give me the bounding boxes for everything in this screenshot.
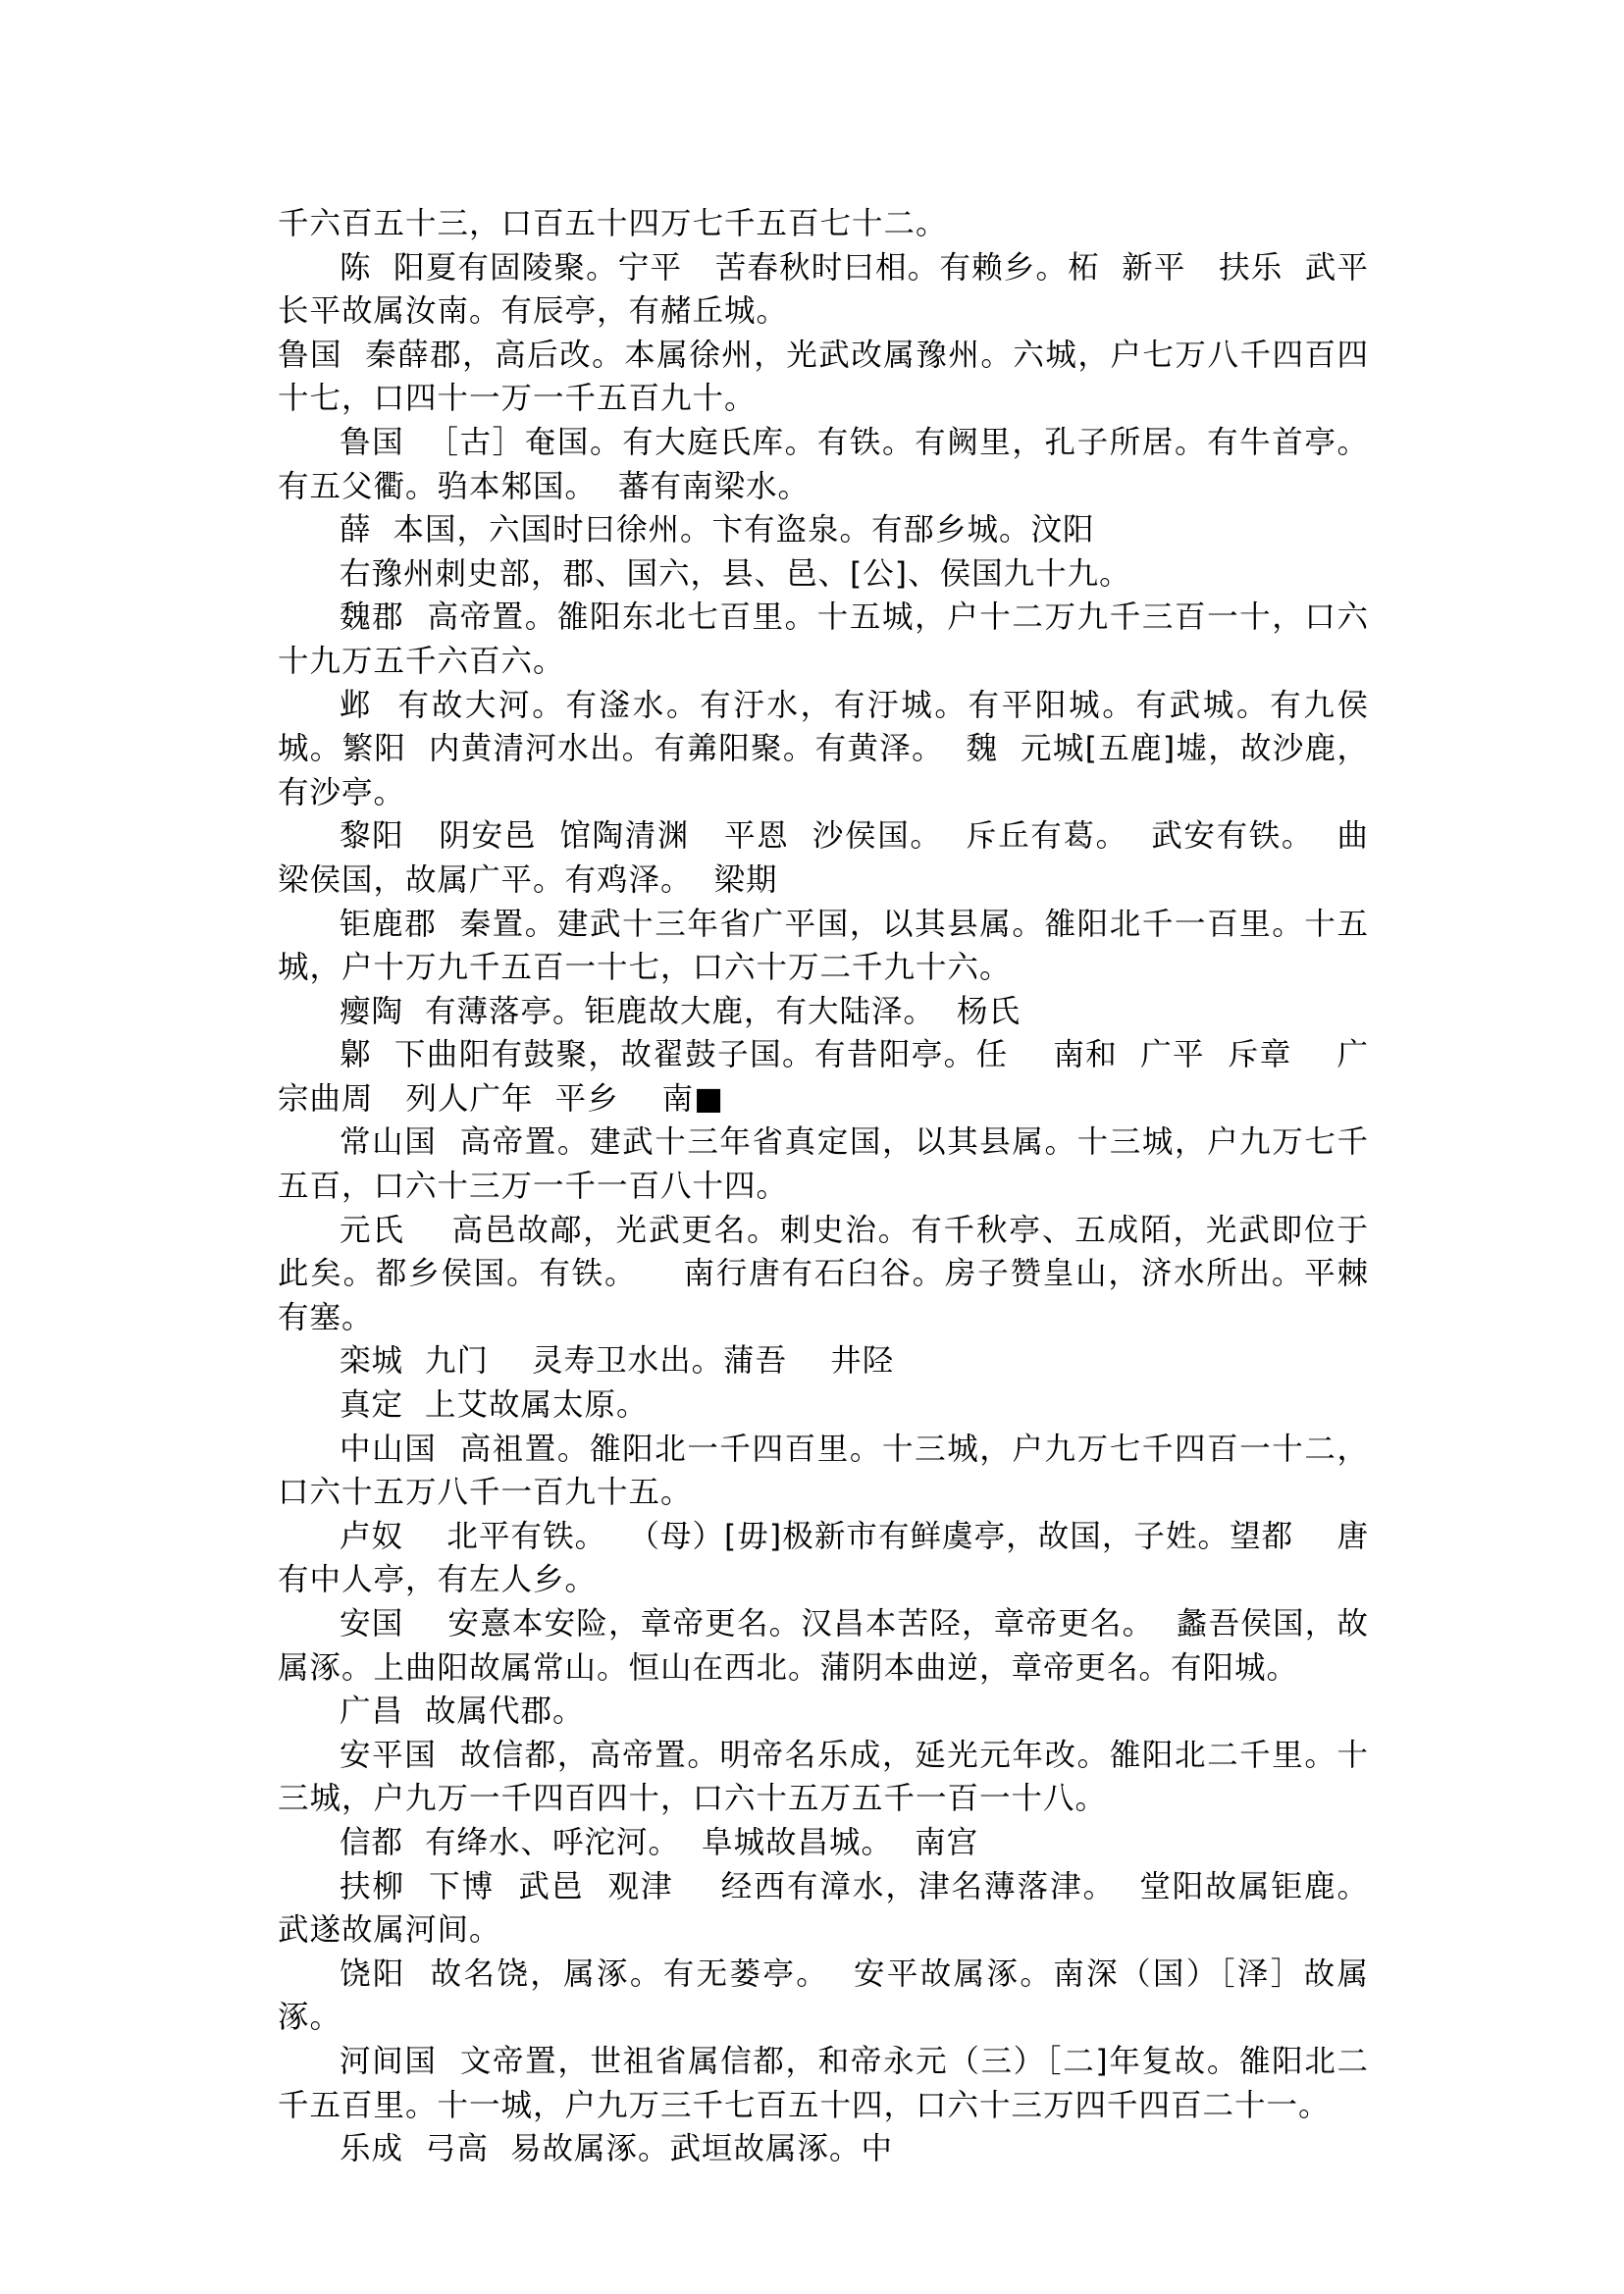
paragraph: 陈 阳夏有固陵聚。宁平 苦春秋时曰相。有赖乡。柘 新平 扶乐 武平长平故属汝南。有辰亭，有赭丘城。 [278,249,1369,330]
paragraph: 广昌 故属代郡。 [340,1694,585,1730]
paragraph: 千六百五十三，口百五十四万七千五百七十二。 [278,206,948,241]
paragraph: 安平国 故信都，高帝置。明帝名乐成，延光元年改。雒阳北二千里。十三城，户九万一千四百四十，口六十五万五千一百一十八。 [278,1737,1369,1817]
paragraph: 薛 本国，六国时曰徐州。卞有盗泉。有郚乡城。汶阳 [340,512,1095,548]
paragraph: 魏郡 高帝置。雒阳东北七百里。十五城，户十二万九千三百一十，口六十九万五千六百六。 [278,600,1369,679]
paragraph: 卢奴 北平有铁。 （母）[毋]极新市有鲜虞亭，故国，子姓。望都 唐有中人亭，有左人乡。 [278,1518,1369,1598]
paragraph: 钜鹿郡 秦置。建武十三年省广平国，以其县属。雒阳北千一百里。十五城，户十万九千五百一十七，口六十万二千九十六。 [278,906,1369,986]
paragraph: 元氏 高邑故鄗，光武更名。刺史治。有千秋亭、五成陌，光武即位于此矣。都乡侯国。有铁。 南行唐有石臼谷。房子赞皇山，济水所出。平棘有塞。 [278,1212,1369,1335]
paragraph: 右豫州刺史部，郡、国六，县、邑、[公]、侯国九十九。 [340,555,1131,592]
paragraph: 河间国 文帝置，世祖省属信都，和帝永元（三）［二]年复故。雒阳北二千五百里。十一城，户九万三千七百五十四，口六十三万四千四百二十一。 [278,2043,1369,2123]
paragraph: 安国 安憙本安险，章帝更名。汉昌本苦陉，章帝更名。 蠡吾侯国，故属涿。上曲阳故属常山。恒山在西北。蒲阴本曲逆，章帝更名。有阳城。 [278,1606,1369,1686]
document-text-body [278,202,1391,2171]
paragraph: 邺 有故大河。有滏水。有汙水，有汙城。有平阳城。有武城。有九侯城。繁阳 内黄清河水出。有羛阳聚。有黄泽。 魏 元城[五鹿]墟，故沙鹿，有沙亭。 [278,687,1369,810]
paragraph: 黎阳 阴安邑 馆陶清渊 平恩 沙侯国。 斥丘有葛。 武安有铁。 曲梁侯国，故属广平。有鸡泽。 梁期 [278,818,1369,898]
paragraph: 真定 上艾故属太原。 [340,1387,649,1424]
paragraph: 鲁国 秦薛郡，高后改。本属徐州，光武改属豫州。六城，户七万八千四百四十七，口四十一万一千五百九十。 [278,337,1369,417]
paragraph: 栾城 九门 灵寿卫水出。蒲吾 井陉 [340,1343,895,1380]
paragraph: 鄡 下曲阳有鼓聚，故翟鼓子国。有昔阳亭。任 南和 广平 斥章 广宗曲周 列人广年 平乡 南■ [278,1037,1369,1117]
paragraph: 扶柳 下博 武邑 观津 经西有漳水，津名薄落津。 堂阳故属钜鹿。 武遂故属河间。 [278,1868,1391,1949]
paragraph: 中山国 高祖置。雒阳北一千四百里。十三城，户九万七千四百一十二，口六十五万八千一百九十五。 [278,1431,1369,1511]
paragraph: 饶阳 故名饶，属涿。有无蒌亭。 安平故属涿。南深（国）［泽］故属涿。 [278,1955,1369,2036]
paragraph: 瘿陶 有薄落亭。钜鹿故大鹿，有大陆泽。 杨氏 [340,993,1022,1029]
paragraph: 乐成 弓高 易故属涿。武垣故属涿。中 [340,2131,894,2167]
paragraph: 鲁国 ［古］奄国。有大庭氏库。有铁。有阙里，孔子所居。有牛首亭。有五父衢。驺本邾国。 蕃有南梁水。 [278,424,1369,504]
paragraph: 信都 有绛水、呼沱河。 阜城故昌城。 南宫 [340,1824,979,1860]
paragraph: 常山国 高帝置。建武十三年省真定国，以其县属。十三城，户九万七千五百，口六十三万一千一百八十四。 [278,1124,1369,1205]
